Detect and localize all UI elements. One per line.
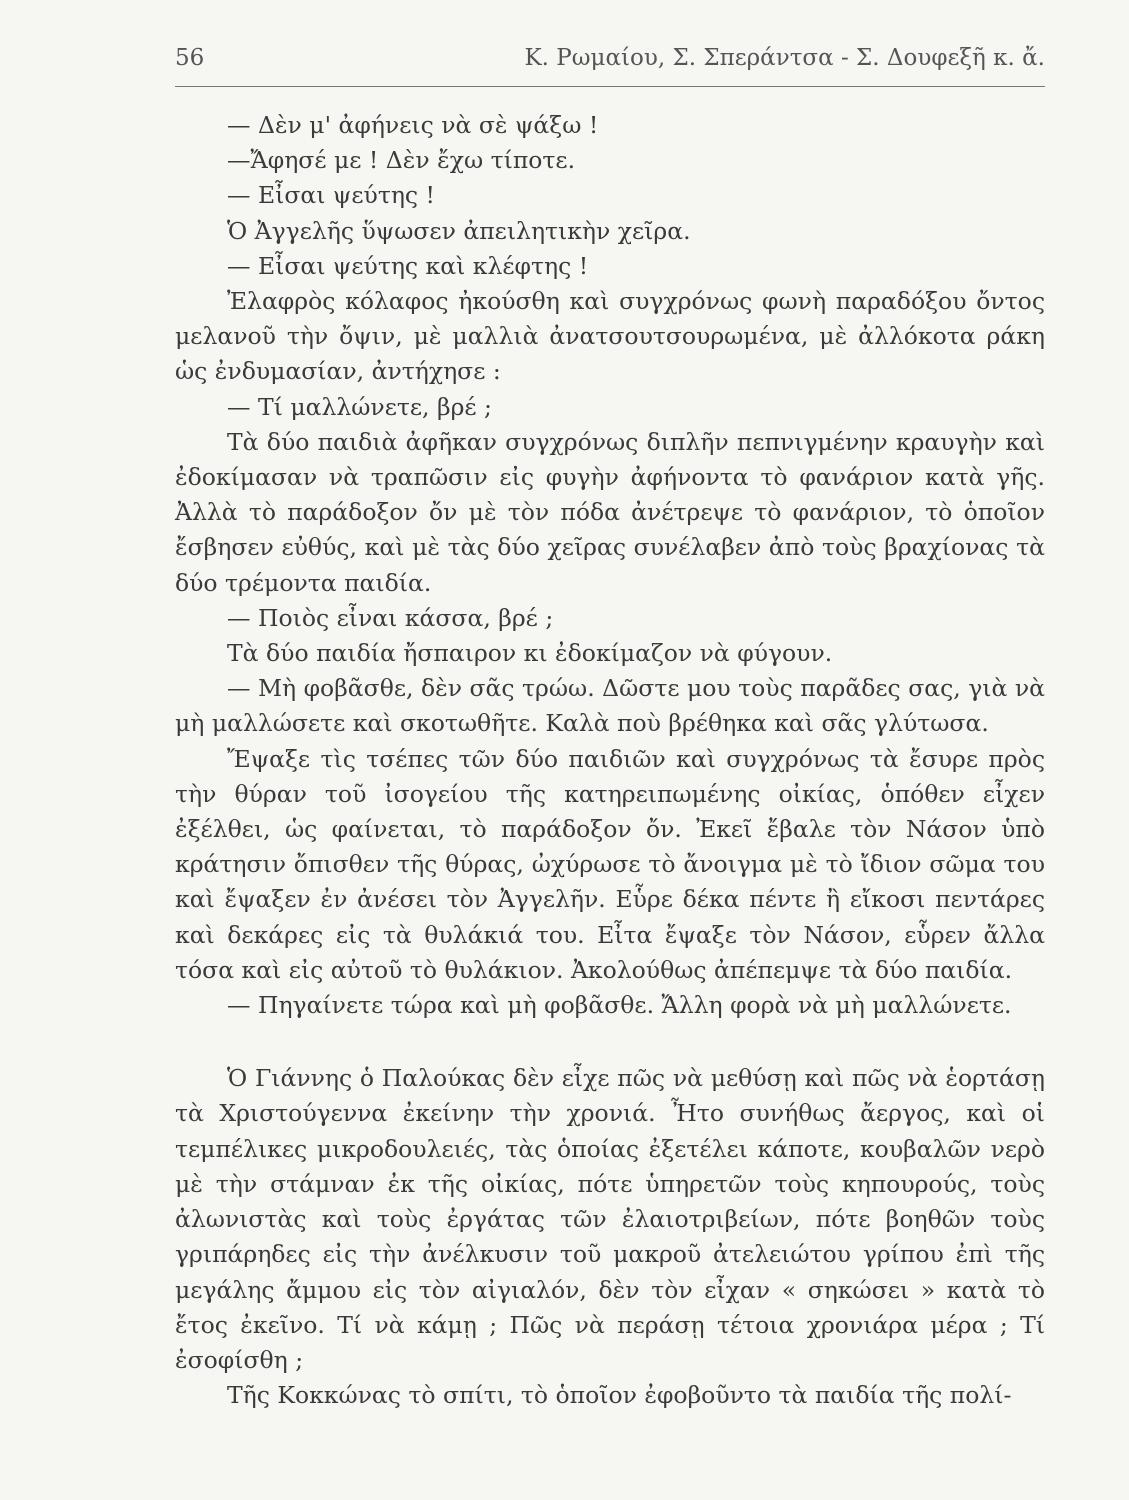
dialogue-line: — Πηγαίνετε τώρα καὶ μὴ φοβᾶσθε. Ἄλλη φορὰ νὰ μὴ μαλλώνετε.: [227, 991, 1012, 1020]
paragraph: Ὁ Γιάννης ὁ Παλούκας δὲν εἶχε πῶς νὰ μεθύσῃ καὶ πῶς νὰ ἑορτάσῃ τὰ Χριστούγεννα ἐκείνην τὴν χρονιά. Ἦτο συνήθως ἄεργος, καὶ οἱ τεμπέλικες μικροδουλειές, τὰς ὁποίας ἐξετέλει κάποτε, κουβαλῶν νερὸ μὲ τὴν στάμναν ἐκ τῆς οἰκίας, πότε ὑπηρετῶν τοὺς κηπουρούς, τοὺς ἀλωνιστὰς καὶ τοὺς ἐργάτας τῶν ἐλαιοτριβείων, πότε βοηθῶν τοὺς γριπάρηδες εἰς τὴν ἀνέλκυσιν τοῦ μακροῦ ἀτελειώτου γρίπου ἐπὶ τῆς μεγάλης ἄμμου εἰς τὸν αἰγιαλόν, δὲν τὸν εἶχαν « σηκώσει » κατὰ τὸ ἔτος ἐκεῖνο. Τί νὰ κάμῃ ; Πῶς νὰ περάσῃ τέτοια χρονιάρα μέρα ; Τί ἐσοφίσθη ;: [175, 1064, 1045, 1374]
paragraph: Ὁ Ἀγγελῆς ὕψωσεν ἀπειλητικὴν χεῖρα.: [227, 216, 691, 245]
paragraph: Τὰ δύο παιδία ἤσπαιρον κι ἐδοκίμαζον νὰ φύγουν.: [227, 639, 833, 668]
running-title: Κ. Ρωμαίου, Σ. Σπεράντσα - Σ. Δουφεξῆ κ. ἄ.: [524, 45, 1045, 71]
paragraph: Τὰ δύο παιδιὰ ἀφῆκαν συγχρόνως διπλῆν πεπνιγμένην κραυγὴν καὶ ἐδοκίμασαν νὰ τραπῶσιν εἰς φυγὴν ἀφήνοντα τὸ φανάριον κατὰ γῆς. Ἀλλὰ τὸ παράδοξον ὄν μὲ τὸν πόδα ἀνέτρεψε τὸ φανάριον, τὸ ὁποῖον ἔσβησεν εὐθύς, καὶ μὲ τὰς δύο χεῖρας συνέλαβεν ἀπὸ τοὺς βραχίονας τὰ δύο τρέμοντα παιδία.: [175, 427, 1045, 597]
paragraph: Τῆς Κοκκώνας τὸ σπίτι, τὸ ὁποῖον ἐφοβοῦντο τὰ παιδία τῆς πολί-: [227, 1381, 1012, 1410]
dialogue-line: —Ἄφησέ με ! Δὲν ἔχω τίποτε.: [227, 146, 576, 175]
dialogue-line: — Τί μαλλώνετε, βρέ ;: [227, 392, 492, 421]
dialogue-line: — Ποιὸς εἶναι κάσσα, βρέ ;: [227, 603, 554, 632]
dialogue-line: — Εἶσαι ψεύτης καὶ κλέφτης !: [227, 251, 589, 280]
dialogue-line: — Μὴ φοβᾶσθε, δὲν σᾶς τρώω. Δῶστε μου τοὺς παρᾶδες σας, γιὰ νὰ μὴ μαλλώσετε καὶ σκοτωθῆτε. Καλὰ ποὺ βρέθηκα καὶ σᾶς γλύτωσα.: [175, 674, 1045, 738]
header-rule: [175, 86, 1045, 87]
dialogue-line: — Εἶσαι ψεύτης !: [227, 181, 435, 210]
paragraph: Ἐλαφρὸς κόλαφος ἠκούσθη καὶ συγχρόνως φωνὴ παραδόξου ὄντος μελανοῦ τὴν ὄψιν, μὲ μαλλιὰ ἀνατσουτσουρωμένα, μὲ ἀλλόκοτα ράκη ὡς ἐνδυμασίαν, ἀντήχησε :: [175, 287, 1045, 386]
section-break: [175, 1023, 1045, 1061]
page-header: [175, 45, 1045, 71]
page-body: [175, 108, 1045, 1413]
dialogue-line: — Δὲν μ' ἀφήνεις νὰ σὲ ψάξω !: [227, 111, 599, 139]
paragraph: Ἔψαξε τὶς τσέπες τῶν δύο παιδιῶν καὶ συγχρόνως τὰ ἔσυρε πρὸς τὴν θύραν τοῦ ἰσογείου τῆς κατηρειπωμένης οἰκίας, ὁπόθεν εἶχεν ἐξέλθει, ὡς φαίνεται, τὸ παράδοξον ὄν. Ἐκεῖ ἔβαλε τὸν Νάσον ὑπὸ κράτησιν ὄπισθεν τῆς θύρας, ὠχύρωσε τὸ ἄνοιγμα μὲ τὸ ἴδιον σῶμα του καὶ ἔψαξεν ἐν ἀνέσει τὸν Ἀγγελῆν. Εὗρε δέκα πέντε ἢ εἴκοσι πεντάρες καὶ δεκάρες εἰς τὰ θυλάκιά του. Εἶτα ἔψαξε τὸν Νάσον, εὗρεν ἄλλα τόσα καὶ εἰς αὐτοῦ τὸ θυλάκιον. Ἀκολούθως ἀπέπεμψε τὰ δύο παιδία.: [175, 744, 1045, 984]
page-number: 56: [175, 45, 205, 71]
